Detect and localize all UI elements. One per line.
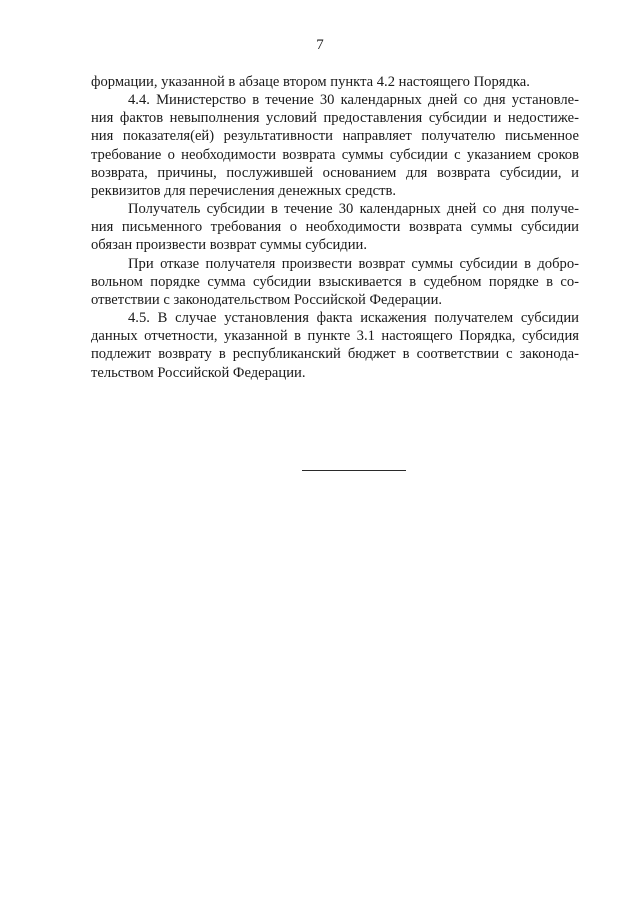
text-line: данных отчетности, указанной в пункте 3.1 настоящего Порядка, субсидия [91, 328, 579, 345]
paragraph-4-4 [91, 91, 579, 200]
text-line: формации, указанной в абзаце втором пункта 4.2 настоящего Порядка. [91, 74, 530, 90]
text-line: реквизитов для перечисления денежных средств. [91, 182, 397, 199]
paragraph-refusal [91, 255, 579, 309]
document-body [91, 73, 579, 382]
text-line: 4.4. Министерство в течение 30 календарных дней со дня установле- [128, 92, 579, 109]
text-line: тельством Российской Федерации. [91, 364, 306, 381]
text-line: вольном порядке сумма субсидии взыскивается в судебном порядке в со- [91, 273, 579, 290]
text-line: обязан произвести возврат суммы субсидии. [91, 237, 367, 254]
text-line: ния показателя(ей) результативности направляет получателю письменное [91, 128, 579, 145]
text-line: ответствии с законодательством Российской Федерации. [91, 291, 443, 308]
text-line: подлежит возврату в республиканский бюджет в соответствии с законода- [91, 346, 579, 363]
text-line: Получатель субсидии в течение 30 календарных дней со дня получе- [128, 201, 579, 218]
text-line: 4.5. В случае установления факта искажения получателем субсидии [128, 310, 579, 327]
paragraph-continuation [91, 73, 579, 91]
text-line: При отказе получателя произвести возврат суммы субсидии в добро- [128, 255, 579, 272]
paragraph-4-5 [91, 309, 579, 382]
text-line: ния письменного требования о необходимости возврата суммы субсидии [91, 219, 579, 236]
end-separator-line [302, 470, 406, 471]
page-number: 7 [316, 37, 324, 53]
text-line: ния фактов невыполнения условий предоставления субсидии и недостиже- [91, 110, 579, 127]
text-line: возврата, причины, послужившей основанием для возврата субсидии, и [91, 164, 579, 181]
paragraph-recipient-obligation [91, 200, 579, 254]
text-line: требование о необходимости возврата суммы субсидии с указанием сроков [91, 146, 579, 163]
